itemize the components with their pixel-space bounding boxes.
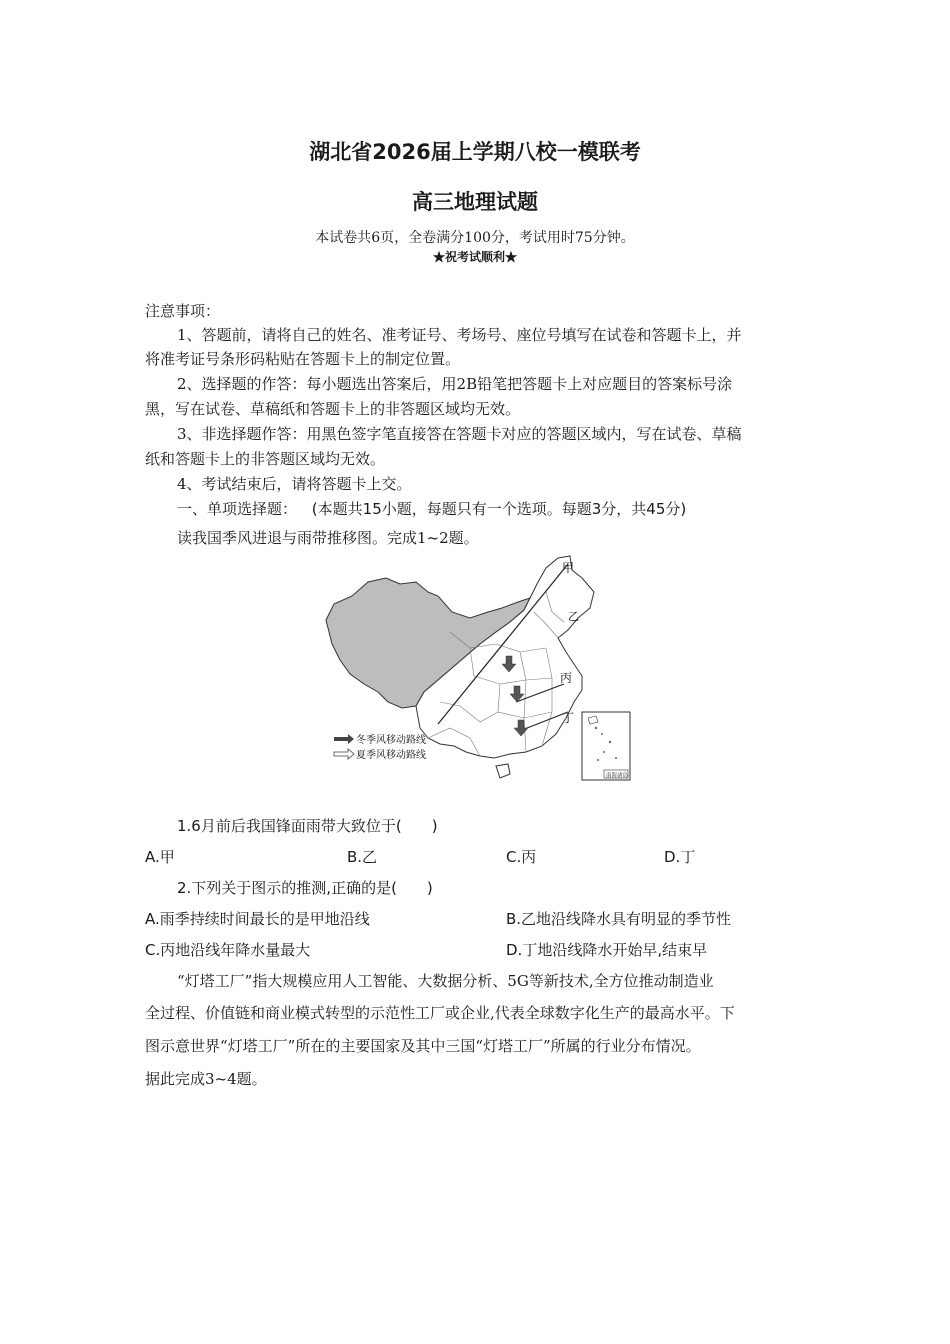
notice-item-4: 4、考试结束后，请将答题卡上交。 xyxy=(177,475,412,493)
q1-stem: 1.6月前后我国锋面雨带大致位于( ) xyxy=(177,817,438,835)
q1-option-c: C.丙 xyxy=(506,848,537,866)
passage-line-1: “灯塔工厂”指大规模应用人工智能、大数据分析、5G等新技术,全方位推动制造业 xyxy=(177,972,714,990)
monsoon-rainbelt-map xyxy=(320,552,640,787)
legend-summer: 夏季风移动路线 xyxy=(356,750,426,761)
section-label: 一、单项选择题： xyxy=(177,500,298,518)
map-label-jia: 甲 xyxy=(562,561,575,575)
q1-option-a: A.甲 xyxy=(145,848,175,866)
map-label-ding: 丁 xyxy=(562,711,575,725)
legend-winter: 冬季风移动路线 xyxy=(356,735,426,746)
section-note: (本题共15小题，每题只有一个选项。每题3分，共45分) xyxy=(311,500,687,518)
q1-option-d: D.丁 xyxy=(664,848,696,866)
notice-item-2-line-2: 黑，写在试卷、草稿纸和答题卡上的非答题区域均无效。 xyxy=(145,400,521,418)
q1-option-b: B.乙 xyxy=(347,848,378,866)
map-label-yi: 乙 xyxy=(568,610,579,623)
q2-option-c: C.丙地沿线年降水量最大 xyxy=(145,941,311,959)
section-heading xyxy=(177,498,686,519)
exam-info: 本试卷共6页，全卷满分100分，考试用时75分钟。 xyxy=(315,230,635,246)
passage-line-2: 全过程、价值链和商业模式转型的示范性工厂或企业,代表全球数字化生产的最高水平。下 xyxy=(145,1004,735,1022)
map-legend xyxy=(334,733,426,761)
inset-label: 南海诸岛 xyxy=(606,773,629,779)
notice-item-3-line-1: 3、非选择题作答：用黑色签字笔直接答在答题卡对应的答题区域内，写在试卷、草稿 xyxy=(177,425,742,443)
hainan-island xyxy=(496,764,510,778)
q2-stem: 2.下列关于图示的推测,正确的是( ) xyxy=(177,879,433,897)
exam-title: 湖北省2026届上学期八校一模联考 xyxy=(309,140,641,164)
notice-heading: 注意事项： xyxy=(145,302,221,320)
notice-item-2-line-1: 2、选择题的作答：每小题选出答案后，用2B铅笔把答题卡上对应题目的答案标号涂 xyxy=(177,375,733,393)
q2-option-d: D.丁地沿线降水开始早,结束早 xyxy=(506,941,708,959)
exam-subtitle: 高三地理试题 xyxy=(412,190,538,214)
q2-option-a: A.雨季持续时间最长的是甲地沿线 xyxy=(145,910,370,928)
notice-item-1-line-2: 将准考证号条形码粘贴在答题卡上的制定位置。 xyxy=(145,350,461,368)
map-label-bing: 丙 xyxy=(560,671,573,685)
passage-line-3: 图示意世界“灯塔工厂”所在的主要国家及其中三国“灯塔工厂”所属的行业分布情况。 xyxy=(145,1037,701,1055)
passage-line-4: 据此完成3~4题。 xyxy=(145,1070,267,1088)
notice-item-3-line-2: 纸和答题卡上的非答题区域均无效。 xyxy=(145,450,386,468)
map-intro: 读我国季风进退与雨带推移图。完成1~2题。 xyxy=(177,529,479,547)
exam-wish: ★祝考试顺利★ xyxy=(432,250,517,264)
notice-item-1-line-1: 1、答题前，请将自己的姓名、准考证号、考场号、座位号填写在试卷和答题卡上，并 xyxy=(177,326,742,344)
q2-option-b: B.乙地沿线降水具有明显的季节性 xyxy=(506,910,732,928)
